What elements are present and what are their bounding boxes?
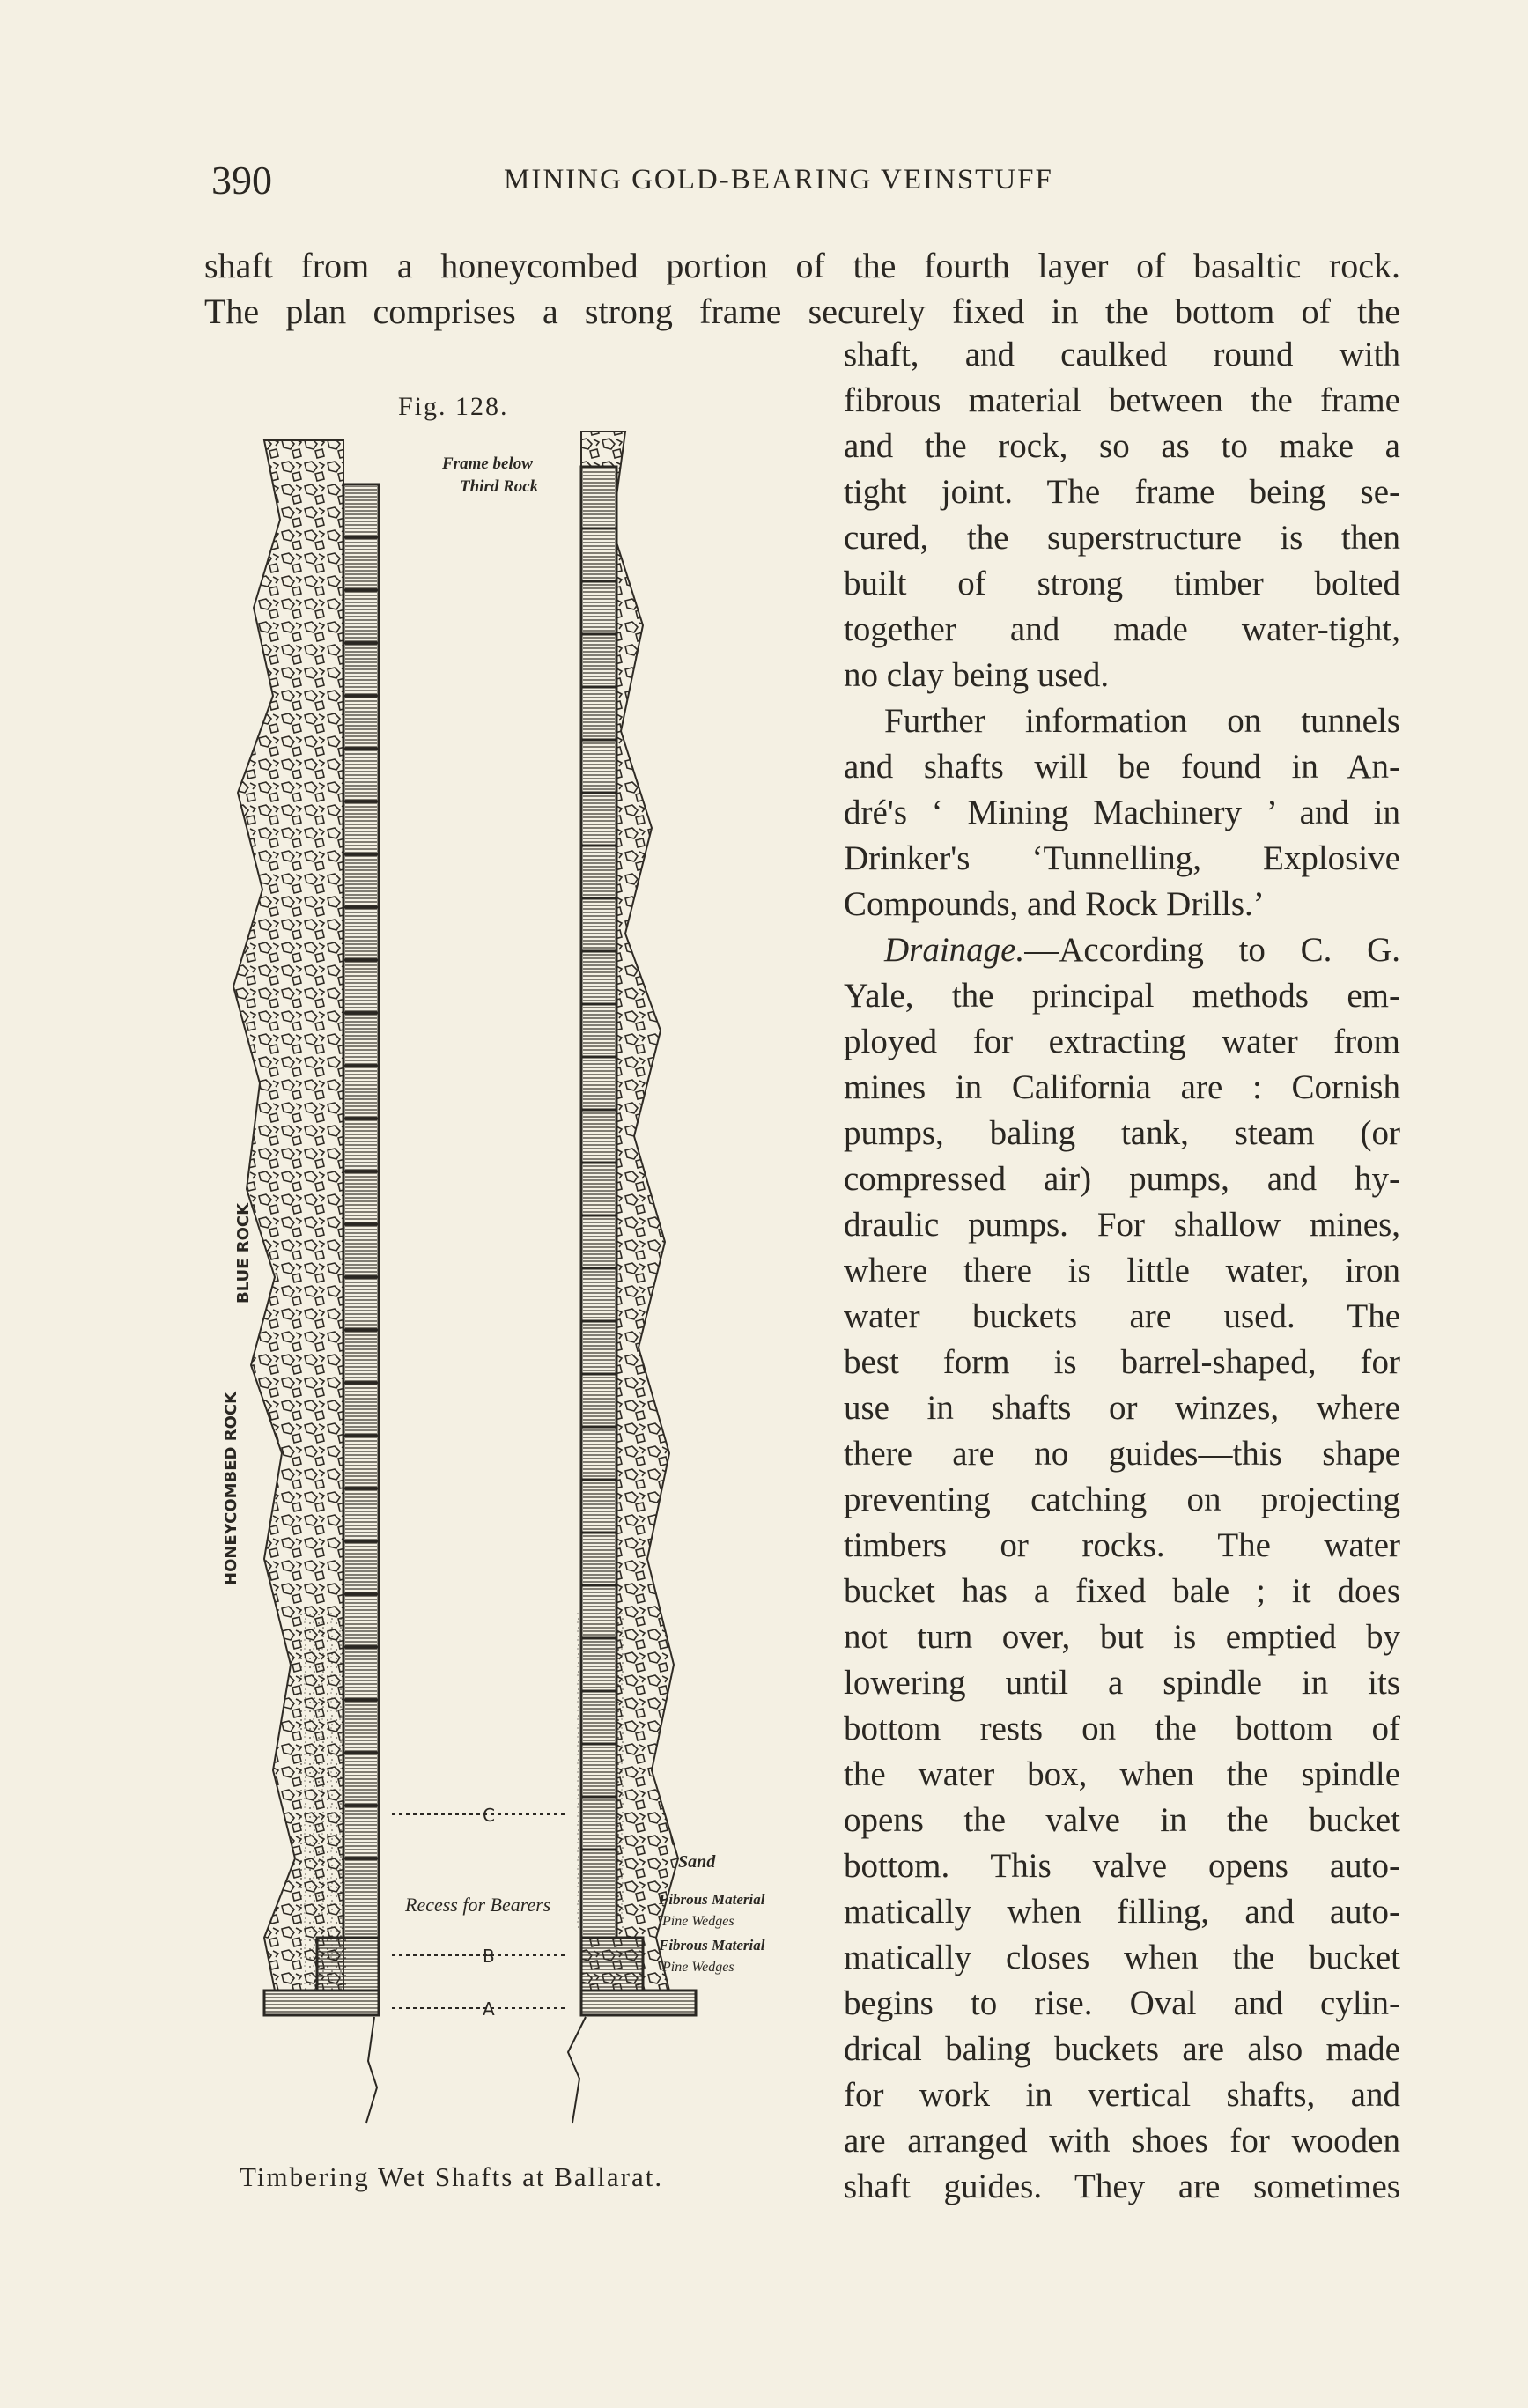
text-line: timbers or rocks. The water — [844, 1526, 1400, 1564]
rock-crack-right — [568, 2017, 586, 2123]
text-line: cured, the superstructure is then — [844, 519, 1400, 557]
text-line: Compounds, and Rock Drills.’ — [844, 885, 1265, 923]
running-head: MINING GOLD-BEARING VEINSTUFF — [504, 164, 1053, 196]
rock-crack-left — [366, 2017, 377, 2123]
text-line: and shafts will be found in An- — [844, 748, 1400, 786]
text-line: shaft from a honeycombed portion of the fourth layer of basaltic rock. — [204, 246, 1400, 285]
text-line: shaft, and caulked round with — [844, 336, 1400, 373]
fibrous-label-2: Fibrous Material — [659, 1937, 765, 1954]
blue-rock-label: BLUE ROCK — [234, 1202, 253, 1304]
text-line: compressed air) pumps, and hy- — [844, 1160, 1400, 1198]
text-line: for work in vertical shafts, and — [844, 2076, 1400, 2114]
text-line: ployed for extracting water from — [844, 1023, 1400, 1060]
text-line: Further information on tunnels — [884, 702, 1400, 740]
text-line: the water box, when the spindle — [844, 1755, 1400, 1793]
text-line: Drinker's ‘Tunnelling, Explosive — [844, 839, 1400, 877]
text-line: opens the valve in the bucket — [844, 1801, 1400, 1839]
wedges-label-1: Pine Wedges — [662, 1914, 734, 1929]
text-line: and the rock, so as to make a — [844, 427, 1400, 465]
drainage-line — [844, 927, 1400, 973]
left-timber-column — [343, 484, 379, 1938]
drainage-heading: Drainage. — [884, 931, 1025, 969]
text-line: lowering until a spindle in its — [844, 1664, 1400, 1702]
sand-label: Sand — [678, 1852, 716, 1872]
text-line: are arranged with shoes for wooden — [844, 2122, 1400, 2160]
text-line: fibrous material between the frame — [844, 381, 1400, 419]
text-line: mines in California are : Cornish — [844, 1068, 1400, 1106]
text-line: no clay being used. — [844, 656, 1110, 694]
recess-label: Recess for Bearers — [405, 1894, 551, 1916]
text-line: bottom. This valve opens auto- — [844, 1847, 1400, 1885]
text-line: use in shafts or winzes, where — [844, 1389, 1400, 1427]
figure-caption: Timbering Wet Shafts at Ballarat. — [240, 2161, 664, 2192]
text-line: —According to C. G. — [1024, 931, 1400, 969]
honeycombed-rock-label: HONEYCOMBED ROCK — [222, 1391, 240, 1585]
text-line: bottom rests on the bottom of — [844, 1710, 1400, 1747]
text-line: together and made water-tight, — [844, 610, 1400, 648]
fibrous-label-1: Fibrous Material — [659, 1891, 765, 1908]
shaft-figure — [211, 414, 810, 2158]
page-number: 390 — [211, 158, 272, 203]
text-line: where there is little water, iron — [844, 1252, 1400, 1289]
text-line: shaft guides. They are sometimes — [844, 2168, 1400, 2205]
text-line: preventing catching on projecting — [844, 1481, 1400, 1518]
text-line: not turn over, but is emptied by — [844, 1618, 1400, 1656]
right-timber-column — [581, 467, 616, 1938]
text-line: best form is barrel-shaped, for — [844, 1343, 1400, 1381]
text-line: matically when filling, and auto- — [844, 1893, 1400, 1931]
text-line: draulic pumps. For shallow mines, — [844, 1206, 1400, 1244]
marker-a: A — [483, 1998, 495, 2020]
text-line: pumps, baling tank, steam (or — [844, 1114, 1400, 1152]
text-line: water buckets are used. The — [844, 1297, 1400, 1335]
figure-label: Fig. 128. — [398, 392, 509, 421]
text-line: tight joint. The frame being se- — [844, 473, 1400, 511]
page-header — [0, 157, 1528, 210]
text-column — [844, 332, 1400, 2210]
frame-below-label: Frame below — [442, 454, 533, 473]
marker-b: B — [483, 1946, 495, 1967]
marker-c: C — [483, 1805, 495, 1826]
text-line: Yale, the principal methods em- — [844, 977, 1400, 1015]
text-line: bucket has a fixed bale ; it does — [844, 1572, 1400, 1610]
text-line: there are no guides—this shape — [844, 1435, 1400, 1473]
sand-fill-left — [299, 1612, 348, 1991]
third-rock-label: Third Rock — [460, 477, 539, 496]
text-line: drical baling buckets are also made — [844, 2030, 1400, 2068]
wedges-label-2: Pine Wedges — [662, 1960, 734, 1975]
text-line: begins to rise. Oval and cylin- — [844, 1984, 1400, 2022]
text-line: dré's ‘ Mining Machinery ’ and in — [844, 794, 1400, 831]
text-line: built of strong timber bolted — [844, 565, 1400, 602]
text-line: matically closes when the bucket — [844, 1939, 1400, 1976]
text-line: The plan comprises a strong frame securely fixed in the bottom of the — [204, 292, 1400, 331]
